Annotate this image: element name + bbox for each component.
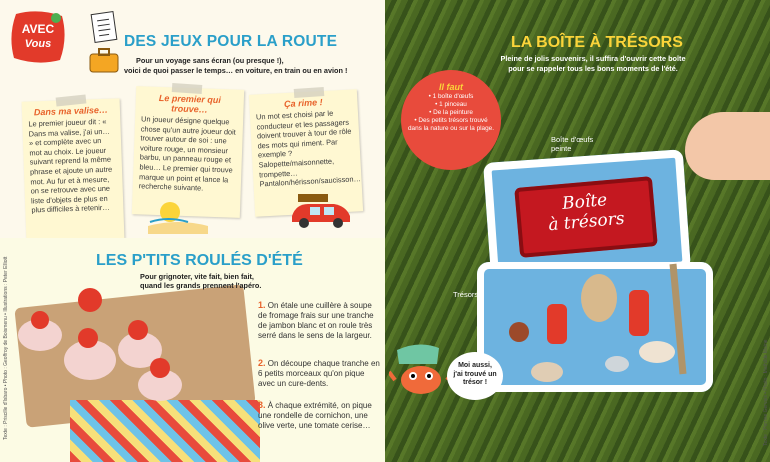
suitcase-icon — [88, 48, 120, 74]
note-valise — [22, 98, 125, 241]
material-item: • De la peinture — [429, 109, 473, 116]
car-illustration — [288, 192, 358, 232]
tresors-intro: Pleine de jolis souvenirs, il suffira d'ouvrir cette boîte pour se rappeler tous les bons moments de l'été. — [500, 54, 686, 73]
credits-left: Texte : Priscille d'Isbaro • Photo : Geoffroy de Boismenu • Illustrations : Peter Elliott — [3, 256, 9, 440]
materials-heading: Il faut — [439, 82, 463, 92]
label-treasures: Trésors — [453, 290, 479, 299]
section-badge — [10, 10, 66, 64]
step-number: 1. — [258, 300, 266, 310]
step-text: À chaque extrémité, on pique une rondelle de cornichon, une olive verte, une tomate cerise… — [258, 401, 372, 430]
beach-illustration — [148, 198, 238, 234]
box-sign-line2: à trésors — [547, 208, 626, 236]
crab-speech-bubble: Moi aussi, j'ai trouvé un trésor ! — [447, 352, 503, 400]
hand-photo — [685, 112, 770, 180]
note-rime-text: Un mot est choisi par le conducteur et les passagers doivent trouver à tour de rôle des mots qui riment. Par exemple ? Salopette/maisonnette, trompette… Pantalon/hérisson/saucisson… — [255, 108, 362, 189]
crab-illustration — [389, 340, 453, 404]
roules-intro: Pour grignoter, vite fait, bien fait, quand les grands prennent l'apéro. — [140, 272, 262, 291]
note-premier-text: Un joueur désigne quelque chose qu'un autre joueur doit trouver autour de soi : une voiture rouge, un monsieur barbu, un panneau rouge et bleu… Le premier qui trouve marque un point et lance la recherche suivante. — [138, 114, 236, 193]
jeux-intro-1: Pour un voyage sans écran (ou presque !), — [136, 56, 284, 65]
material-item: • Des petits trésors trouvé dans la nature ou sur la plage. — [408, 117, 494, 132]
note-valise-heading: Dans ma valise… — [33, 104, 109, 118]
tresors-title: LA BOÎTE À TRÉSORS — [511, 34, 683, 51]
box-sign — [514, 176, 658, 258]
step-2 — [258, 358, 380, 389]
note-rime-heading: Ça rime ! — [283, 97, 323, 110]
step-number: 3. — [258, 400, 266, 410]
step-3 — [258, 400, 380, 431]
credits-right: Texte : Perrine Gervais • Photo : Mathilde Moine — [763, 339, 769, 446]
material-item: • 1 boîte d'œufs — [428, 93, 474, 100]
note-premier-heading: Le premier qui trouve… — [158, 92, 222, 115]
right-page — [385, 0, 770, 462]
checklist-icon — [90, 10, 118, 44]
materials-circle — [401, 70, 501, 170]
jeux-intro-2: voici de quoi passer le temps… en voiture, en train ou en avion ! — [124, 66, 348, 75]
material-item: • 1 pinceau — [435, 101, 467, 108]
ham-rolls-photo — [10, 280, 210, 410]
badge-line2: Vous — [24, 38, 52, 50]
egg-box — [477, 150, 715, 400]
step-1 — [258, 300, 380, 341]
roules-title: LES P'TITS ROULÉS D'ÉTÉ — [96, 252, 303, 269]
box-sign-line1: Boîte — [561, 190, 609, 214]
label-egg-box: Boîte d'œufs peinte — [551, 135, 594, 153]
step-number: 2. — [258, 358, 266, 368]
badge-line1: AVEC — [21, 22, 55, 36]
jeux-title: DES JEUX POUR LA ROUTE — [124, 33, 338, 50]
note-valise-text: Le premier joueur dit : « Dans ma valise, j'ai un… » et complète avec un mot au choix. Le joueur suivant reprend la même phrase et ajoute un autre mot. Au fur et à mesure, on se retrouve avec une liste d'objets de plus en plus difficiles à retenir… — [28, 116, 113, 215]
badge-shape — [10, 10, 66, 64]
treasures — [487, 254, 707, 394]
step-text: On étale une cuillère à soupe de fromage frais sur une tranche de jambon blanc et on roule très serré dans le sens de la largeur. — [258, 301, 374, 340]
step-text: On découpe chaque tranche en 6 petits morceaux qu'on pique avec un cure-dents. — [258, 359, 380, 388]
